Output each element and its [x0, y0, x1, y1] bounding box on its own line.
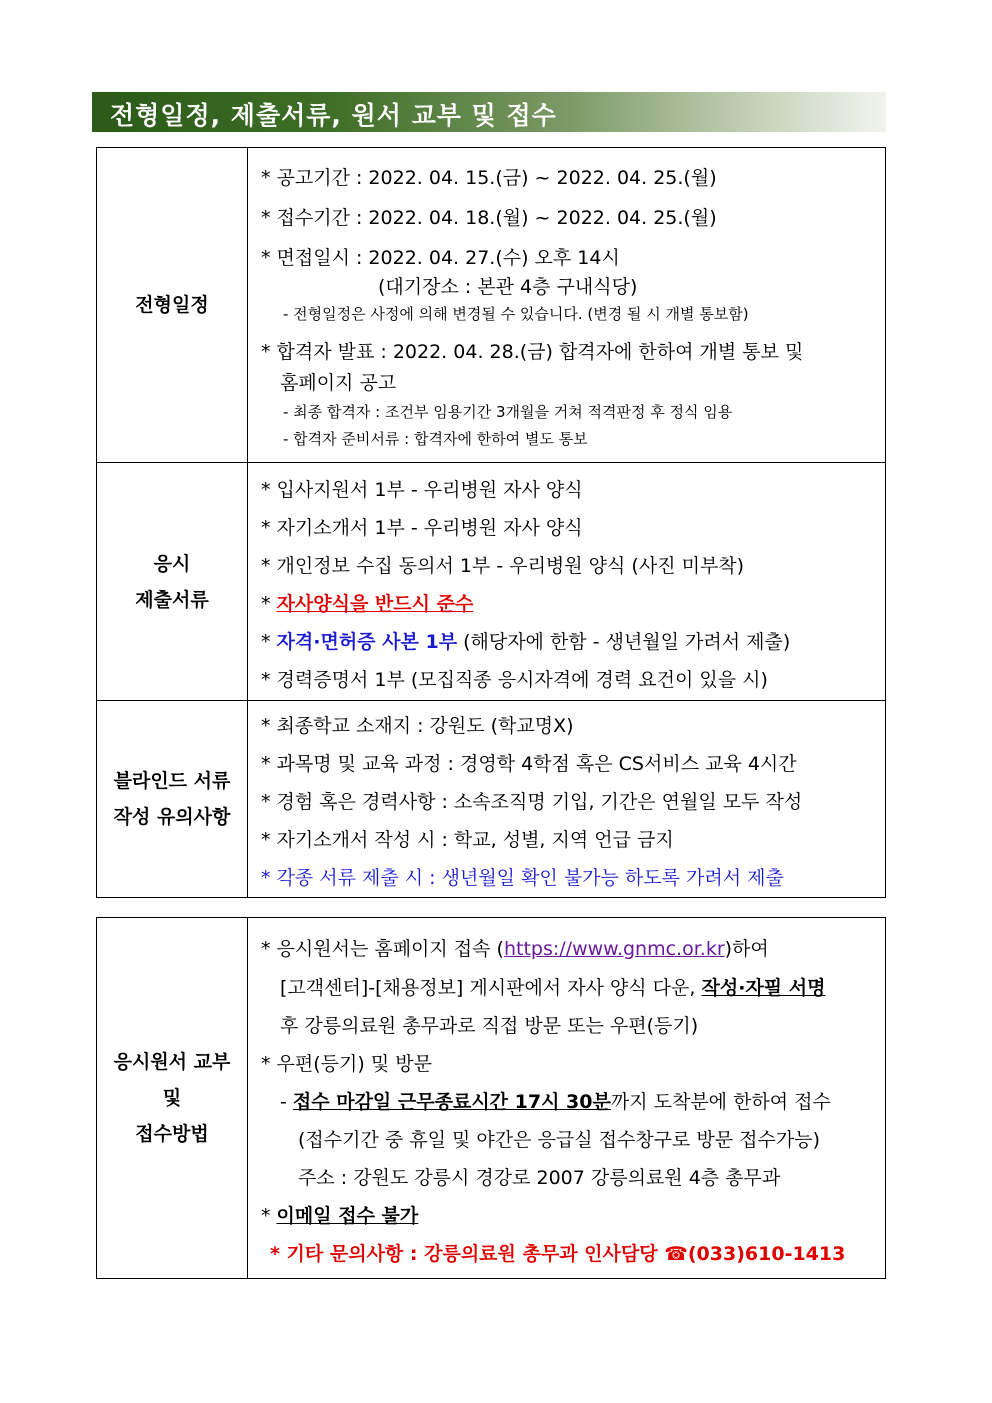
application-text: * 응시원서는 홈페이지 접속 ( [261, 938, 504, 960]
address-line: 주소 : 강원도 강릉시 경강로 2007 강릉의료원 4층 총무과 [298, 1167, 781, 1189]
documents-line: * 입사지원서 1부 - 우리병원 자사 양식 [261, 479, 583, 501]
application-text: 까지 도착분에 한하여 접수 [610, 1091, 831, 1113]
documents-row [97, 463, 886, 701]
application-row [97, 918, 886, 1279]
schedule-line: * 접수기간 : 2022. 04. 18.(월) ~ 2022. 04. 25.(월) [261, 207, 717, 229]
blind-line: * 최종학교 소재지 : 강원도 (학교명X) [261, 715, 574, 737]
application-label [97, 918, 248, 1279]
blind-row [97, 701, 886, 898]
blind-label [97, 701, 248, 898]
documents-label-line: 제출서류 [135, 588, 209, 611]
schedule-row [97, 148, 886, 463]
application-content [248, 918, 886, 1279]
section-title: 전형일정, 제출서류, 원서 교부 및 접수 [110, 101, 557, 130]
blind-content [248, 701, 886, 898]
application-text: [고객센터]-[채용정보] 게시판에서 자사 양식 다운, [280, 977, 702, 999]
application-line [261, 934, 769, 961]
emphasis-red-text: 자사양식을 반드시 준수 [276, 593, 474, 615]
schedule-note: - 전형일정은 사정에 의해 변경될 수 있습니다. (변경 될 시 개별 통보함) [283, 305, 749, 323]
bullet: * [261, 1205, 271, 1227]
documents-content [248, 463, 886, 701]
application-table [96, 917, 886, 1279]
contact-line: * 기타 문의사항 : 강릉의료원 총무과 인사담당 ☎(033)610-1413 [270, 1243, 846, 1265]
application-line: * 우편(등기) 및 방문 [261, 1053, 432, 1075]
application-line [280, 1087, 831, 1114]
schedule-line: 홈페이지 공고 [280, 372, 397, 394]
schedule-note: - 합격자 준비서류 : 합격자에 한하여 별도 통보 [283, 430, 588, 448]
blind-line: * 자기소개서 작성 시 : 학교, 성별, 지역 언급 금지 [261, 829, 674, 851]
documents-label-line: 응시 [153, 552, 191, 575]
info-table [96, 147, 886, 898]
deadline-emphasis: 접수 마감일 근무종료시간 17시 30분 [292, 1091, 611, 1113]
schedule-line: * 공고기간 : 2022. 04. 15.(금) ~ 2022. 04. 25.(월) [261, 167, 717, 189]
application-line [261, 1201, 418, 1228]
documents-line [261, 627, 790, 654]
bullet: * [261, 593, 271, 615]
blind-label-line: 작성 유의사항 [113, 806, 231, 828]
schedule-label: 전형일정 [97, 148, 248, 463]
application-label-line: 응시원서 교부 [113, 1051, 231, 1073]
application-line: 후 강릉의료원 총무과로 직접 방문 또는 우편(등기) [280, 1015, 699, 1037]
documents-label [97, 463, 248, 701]
blind-label-line: 블라인드 서류 [113, 770, 231, 792]
documents-line: * 개인정보 수집 동의서 1부 - 우리병원 양식 (사진 미부착) [261, 555, 745, 577]
email-not-accepted: 이메일 접수 불가 [276, 1205, 419, 1227]
application-text: )하여 [724, 938, 769, 960]
blind-line: * 경험 혹은 경력사항 : 소속조직명 기입, 기간은 연월일 모두 작성 [261, 791, 803, 813]
schedule-line: (대기장소 : 본관 4층 구내식당) [378, 276, 638, 298]
schedule-line: * 합격자 발표 : 2022. 04. 28.(금) 합격자에 한하여 개별 통보 및 [261, 341, 804, 363]
bullet: * [261, 631, 271, 653]
application-line [280, 973, 825, 1000]
application-label-line: 및 [162, 1087, 182, 1109]
schedule-note: - 최종 합격자 : 조건부 임용기간 3개월을 거쳐 적격판정 후 정식 임용 [283, 403, 733, 421]
application-line: (접수기간 중 휴일 및 야간은 응급실 접수창구로 방문 접수가능) [298, 1129, 820, 1151]
documents-line: * 자기소개서 1부 - 우리병원 자사 양식 [261, 517, 583, 539]
dash: - [280, 1091, 293, 1113]
documents-line: * 경력증명서 1부 (모집직종 응시자격에 경력 요건이 있을 시) [261, 669, 768, 691]
homepage-link[interactable]: https://www.gnmc.or.kr [503, 938, 725, 960]
license-text: 자격·면허증 사본 1부 [276, 631, 458, 653]
blind-line-blue: * 각종 서류 제출 시 : 생년월일 확인 불가능 하도록 가려서 제출 [261, 867, 784, 889]
documents-line [261, 589, 473, 616]
application-label-line: 접수방법 [135, 1123, 209, 1145]
section-header-bar [92, 92, 886, 132]
schedule-line: * 면접일시 : 2022. 04. 27.(수) 오후 14시 [261, 247, 620, 269]
blind-line: * 과목명 및 교육 과정 : 경영학 4학점 혹은 CS서비스 교육 4시간 [261, 753, 797, 775]
schedule-content [248, 148, 886, 463]
signature-emphasis: 작성·자필 서명 [701, 977, 826, 999]
license-note: (해당자에 한함 - 생년월일 가려서 제출) [457, 631, 791, 653]
